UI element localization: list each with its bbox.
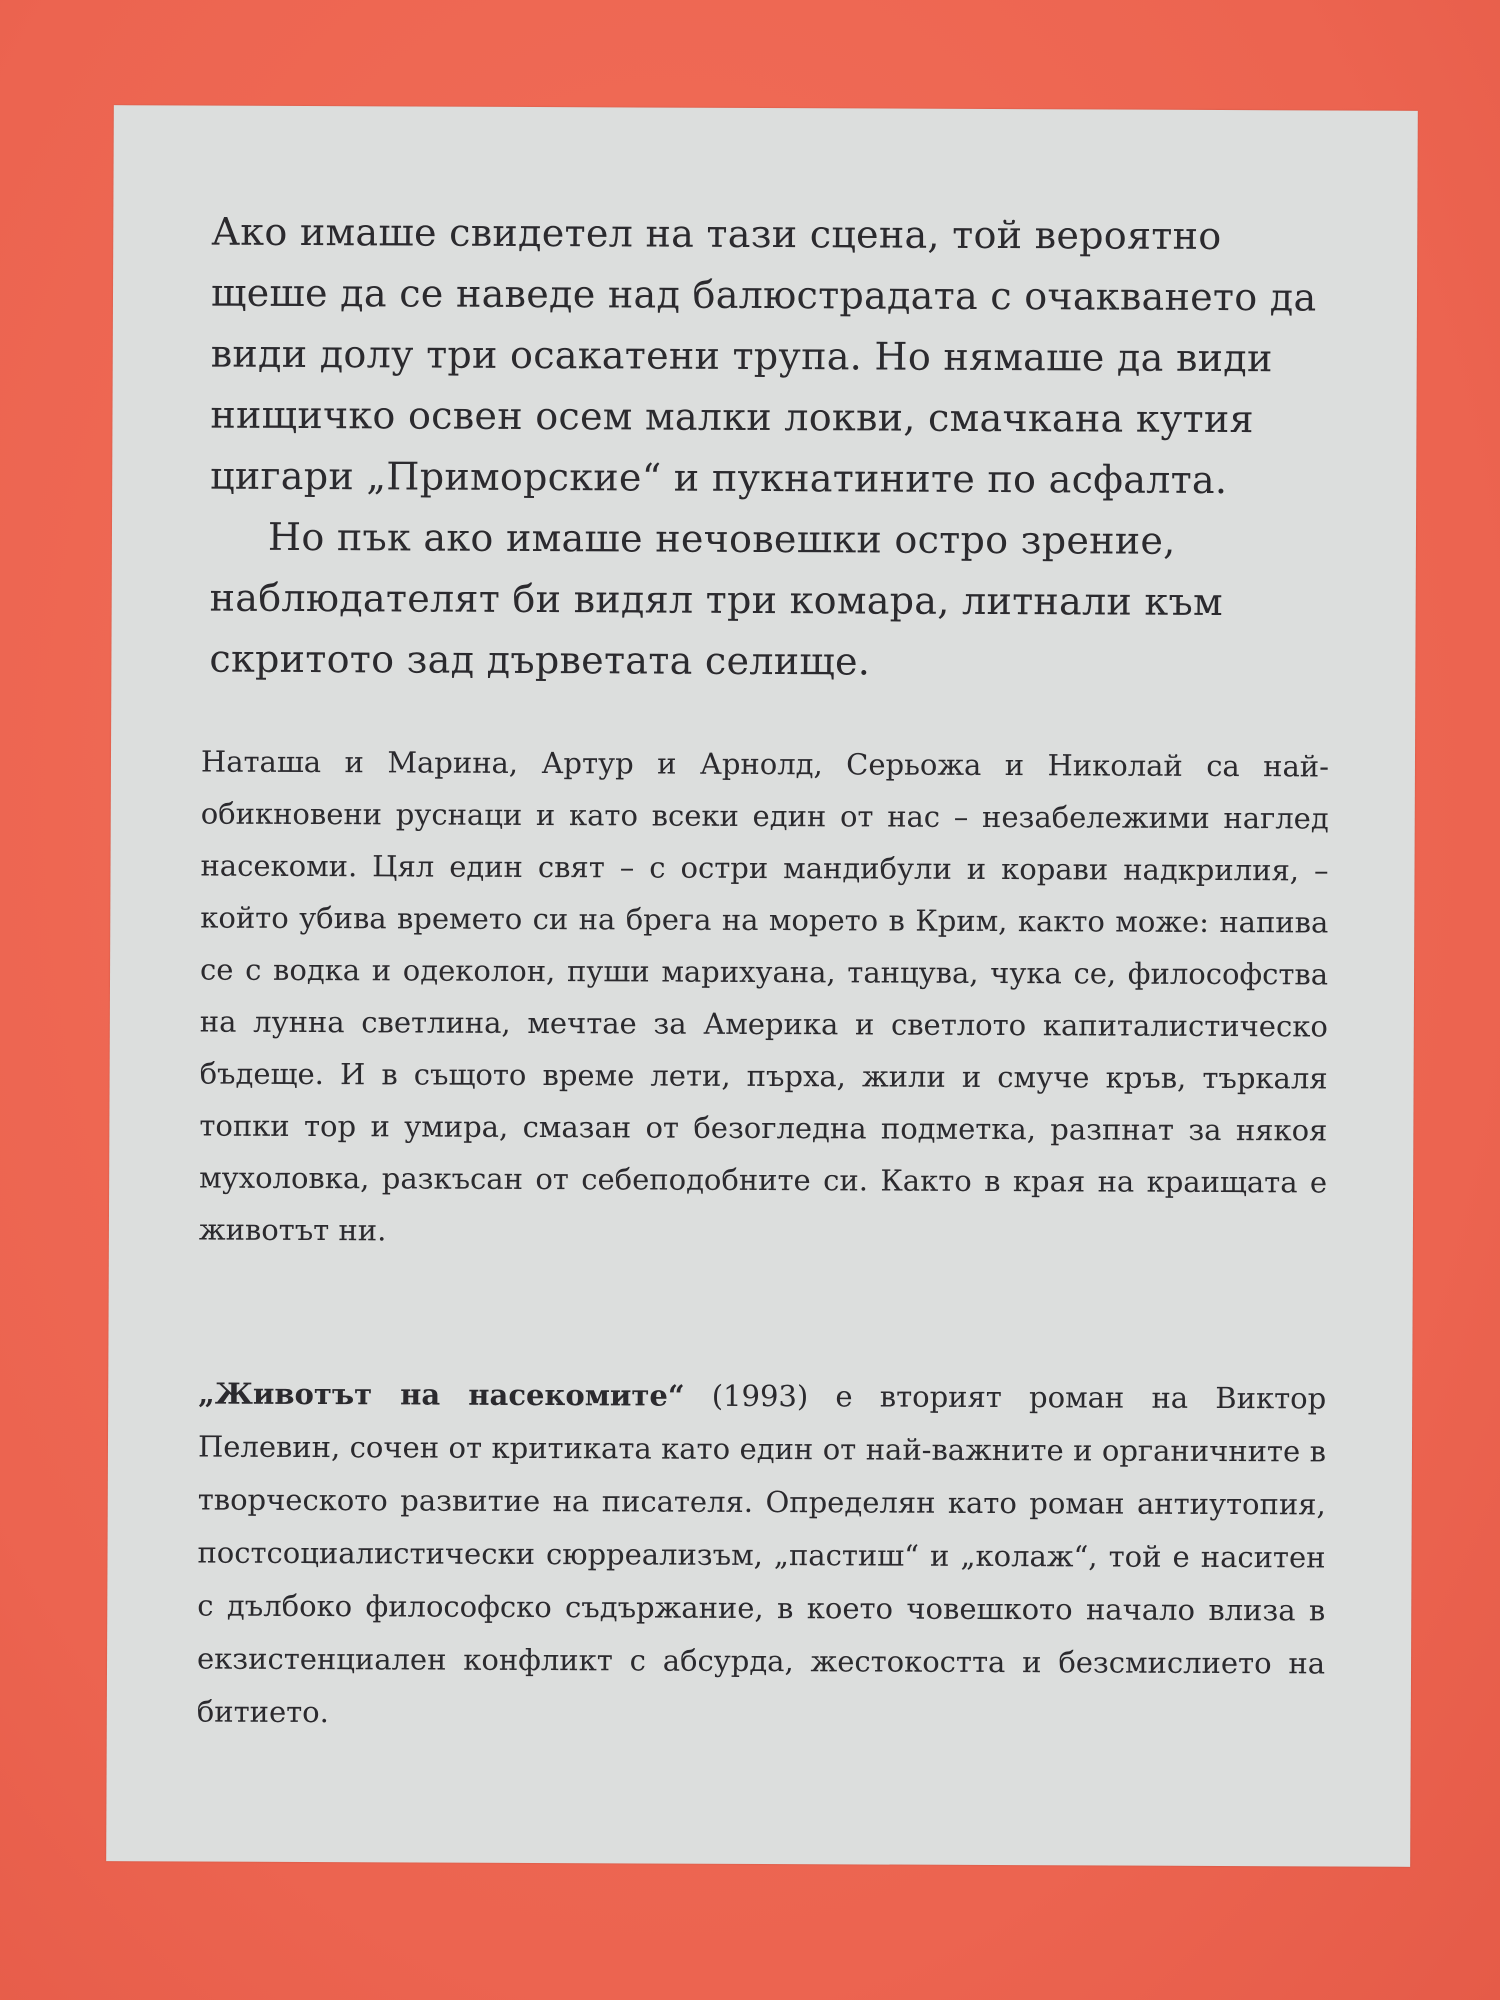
text-panel bbox=[106, 105, 1418, 1867]
book-blurb bbox=[199, 736, 1329, 1261]
book-title: „Животът на насекомите“ bbox=[198, 1376, 685, 1413]
blurb-paragraph: Наташа и Марина, Артур и Арнолд, Серьожа и Николай са най-обикновени руснаци и като всеки един от нас – незабележими наглед насекоми. Цял един свят – с остри мандибули и корави надкрилия, – който убива времето си на брега на морето в Крим, както може: напива се с водка и одеколон, пуши марихуана, танцува, чука се, философства на лунна светлина, мечтае за Америка и светлото капиталистическо бъдеще. И в същото време лети, пърха, жили и смуче кръв, търкаля топки тор и умира, смазан от безогледна подметка, разпнат за някоя мухоловка, разкъсан от себеподобните си. Както в края на краищата е животът ни. bbox=[198, 744, 1330, 1248]
about-paragraph bbox=[197, 1368, 1327, 1744]
excerpt-paragraph-1: Ако имаше свидетел на тази сцена, той вероятно щеше да се наведе над балюстрадата с очакването да види долу три осакатени трупа. Но нямаше да види нищичко освен осем малки локви, смачкана кутия цигари „Приморские“ и пукнатините по асфалта. bbox=[210, 209, 1317, 503]
novel-excerpt bbox=[209, 202, 1331, 695]
about-text: (1993) е вторият роман на Виктор Пелевин, сочен от критиката като един от най-важните и органичните в творческото развитие на писателя. Определян като роман антиутопия, постсоциалистически сюрреализъм, „пастиш“ и „колаж“, той е наситен с дълбоко философско съдържание, в което човешкото начало влиза в екзистенциален конфликт с абсурда, жестокостта и безсмислието на битието. bbox=[196, 1378, 1327, 1730]
about-the-novel bbox=[197, 1368, 1327, 1744]
excerpt-paragraph-2: Но пък ако имаше нечовешки остро зрение, наблюдателят би видял три комара, литнали към скритото зад дърветата селище. bbox=[209, 514, 1223, 684]
